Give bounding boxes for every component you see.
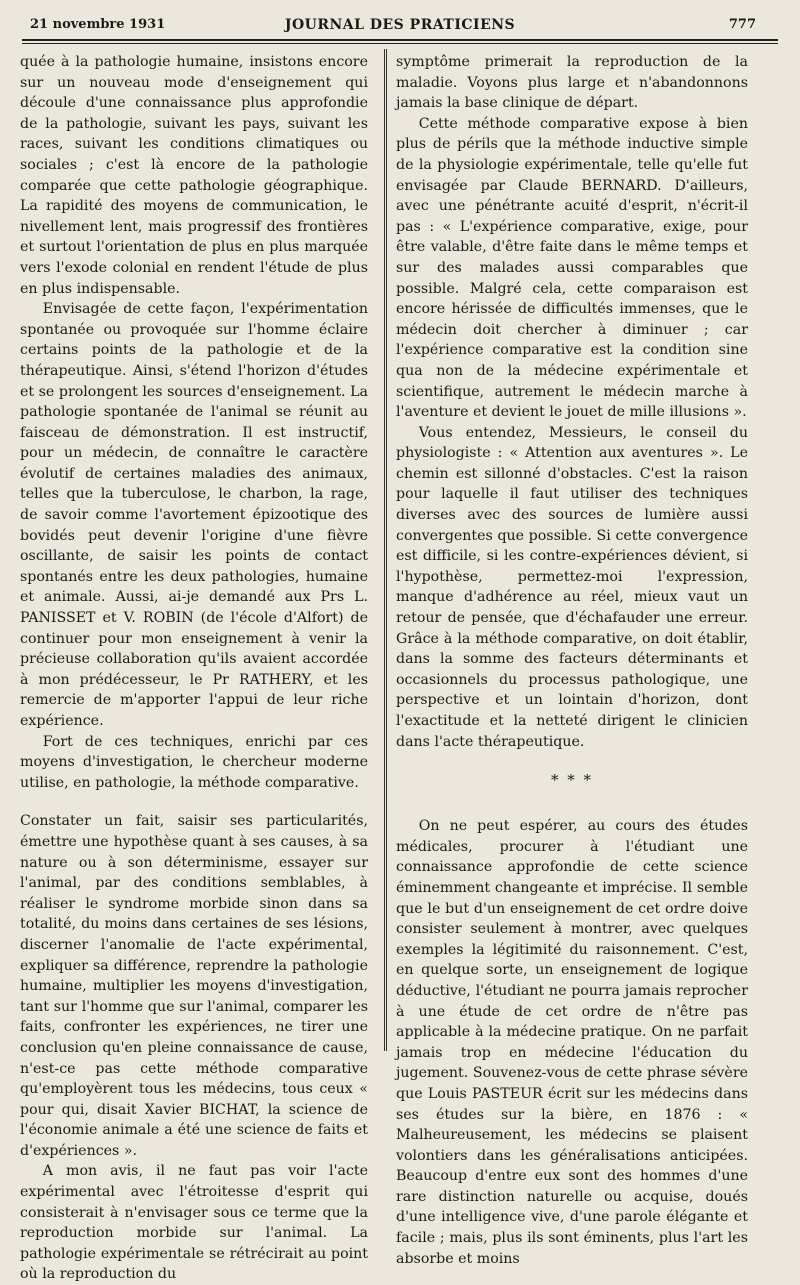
journal-title: JOURNAL DES PRATICIENS	[284, 17, 516, 33]
section-separator: * * *	[550, 771, 594, 790]
column-separator	[384, 49, 387, 1051]
paragraph: Cette méthode comparative expose à bien plus de périls que la méthode inductive simple de la physiologie expérimentale, telle qu'elle fut envisagée par Claude BERNARD. D'ailleurs, avec une pénétrante acuité d'esprit, n'écrit-il pas : « L'expérience comparative, exige, pour être valable, d'être faite dans le même temps et sur des malades aussi comparables que possible. Malgré cela, cette comparaison est encore hérissée de difficultés immenses, que le médecin doit chercher à diminuer ; car l'expérience comparative est la condition sine qua non de la médecine expérimentale et scientifique, autrement le médecin marche à l'aventure et devient le jouet de mille illusions ».	[396, 115, 748, 421]
header-rule	[22, 39, 778, 44]
issue-date: 21 novembre 1931	[30, 17, 166, 32]
left-column	[20, 52, 368, 1285]
paragraph: Fort de ces techniques, enrichi par ces moyens d'investigation, le chercheur moderne utilise, en pathologie, la méthode comparative.	[20, 733, 368, 791]
paragraph: symptôme primerait la reproduction de la maladie. Voyons plus large et n'abandonnons jamais la base clinique de départ.	[396, 54, 748, 112]
right-column	[396, 52, 748, 1269]
paragraph: Envisagée de cette façon, l'expérimentation spontanée ou provoquée sur l'homme éclaire certains points de la pathologie et de la thérapeutique. Ainsi, s'étend l'horizon d'études et se prolongent les sources d'enseignement. La pathologie spontanée de l'animal se réunit au faisceau de démonstration. Il est instructif, pour un médecin, de connaître le caractère évolutif de certaines maladies des animaux, telles que la tuberculose, le charbon, la rage, de savoir comme l'avortement épizootique des bovidés peut devenir l'origine d'une fièvre oscillante, de saisir les points de contact spontanés entre les deux pathologies, humaine et animale. Aussi, ai-je demandé aux Prs L. PANISSET et V. ROBIN (de l'école d'Alfort) de continuer pour mon enseignement à venir la précieuse collaboration qu'ils avaient accordée à mon prédécesseur, le Pr RATHERY, et les remercie de m'apporter l'appui de leur riche expérience.	[20, 301, 368, 729]
paragraph: A mon avis, il ne faut pas voir l'acte expérimental avec l'étroitesse d'esprit qui consisterait à n'envisager sous ce terme que la reproduction morbide sur l'animal. La pathologie expérimentale se rétrécirait au point où la reproduction du	[20, 1163, 368, 1283]
paragraph: Vous entendez, Messieurs, le conseil du physiologiste : « Attention aux aventures ». Le chemin est sillonné d'obstacles. C'est la raison pour laquelle il faut utiliser des techniques diverses avec des sources de lumière aussi convergentes que possible. Si cette convergence est difficile, si les contre-expériences dévient, si l'hypothèse, permettez-moi l'expression, manque d'adhérence au réel, mieux vaut un retour de pensée, que d'échafauder une erreur. Grâce à la méthode comparative, on doit établir, dans la somme des facteurs déterminants et occasionnels du processus pathologique, une perspective et un lointain d'horizon, dont l'exactitude et la netteté dirigent le clinicien dans l'acte thérapeutique.	[396, 424, 748, 750]
paragraph: On ne peut espérer, au cours des études médicales, procurer à l'étudiant une connaissance approfondie de cette science éminemment changeante et imprécise. Il semble que le but d'un enseignement de cet ordre doive consister seulement à montrer, avec quelques exemples la légitimité du raisonnement. C'est, en quelque sorte, un enseignement de logique déductive, l'étudiant ne pourra jamais reprocher à une étude de cet ordre de n'être pas applicable à la médecine pratique. On ne parfait jamais trop en médecine l'éducation du jugement. Souvenez-vous de cette phrase sévère que Louis PASTEUR écrit sur les médecins dans ses études sur la bière, en 1876 : « Malheureusement, les médecins se plaisent volontiers dans les généralisations anticipées. Beaucoup d'entre eux sont des hommes d'une rare distinction naturelle ou acquise, doués d'une intelligence vive, d'une parole élégante et facile ; mais, plus ils sont éminents, plus l'art les absorbe et moins	[396, 818, 748, 1267]
page-number: 777	[728, 17, 756, 32]
paragraph: Constater un fait, saisir ses particularités, émettre une hypothèse quant à ses causes, à sa nature ou à son déterminisme, essayer sur l'animal, par des conditions semblables, à réaliser le syndrome morbide sinon dans sa totalité, du moins dans certaines de ses lésions, discerner l'anomalie de l'acte expérimental, expliquer sa différence, reprendre la pathologie humaine, multiplier les moyens d'investigation, tant sur l'homme que sur l'animal, comparer les faits, confronter les expériences, ne tirer une conclusion qu'en pleine connaissance de cause, n'est-ce pas cette méthode comparative qu'employèrent tous les médecins, tous ceux « pour qui, disait Xavier BICHAT, la science de l'économie animale a été une science de faits et d'expériences ».	[20, 813, 368, 1159]
running-header	[0, 0, 800, 36]
paragraph: quée à la pathologie humaine, insistons encore sur un nouveau mode d'enseignement qui découle d'une connaissance plus approfondie de la pathologie, suivant les pays, suivant les races, suivant les conditions climatiques ou sociales ; c'est là encore de la pathologie comparée que cette pathologie géographique. La rapidité des moyens de communication, le nivellement lent, mais progressif des frontières et surtout l'orientation de plus en plus marquée vers l'exode colonial en rendent l'étude de plus en plus indispensable.	[20, 54, 368, 297]
